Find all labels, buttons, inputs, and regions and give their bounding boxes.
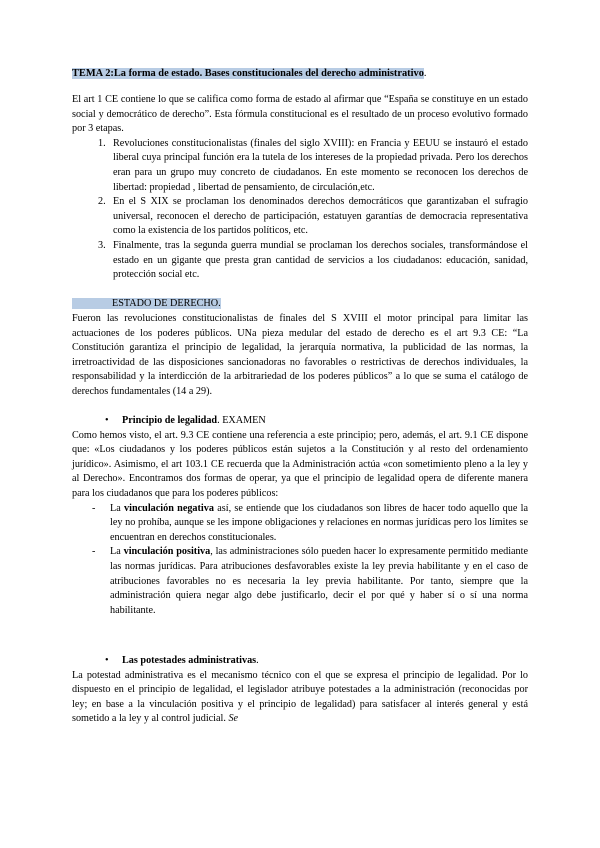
page-title: TEMA 2:La forma de estado. Bases constitucionales del derecho administrativo [72,68,424,79]
estado-de-derecho-paragraph: Fueron las revoluciones constitucionalistas de finales del S XVIII el motor principal para limitar las actuaciones de los poderes públicos. UNa pieza medular del estado de derecho es el art 9.3 CE: “La Constitución garantiza el principio de legalidad, la jerarquía normativa, la publicidad de las normas, la irretroactividad de las disposiciones sancionadoras no favorables o restrictivas de derechos individuales, la responsabilidad y la interdicción de la arbitrariedad de los poderes públicos” a lo que se suma el catálogo de derechos fundamentales (14 a 29). [72,312,528,397]
document-title [72,66,528,81]
potestades-paragraph [72,669,528,727]
title-trailing-period: . [423,68,427,79]
bullet-heading-rest-text: . [256,654,259,666]
principio-de-legalidad-paragraph: Como hemos visto, el art. 9.3 CE contiene una referencia a este principio; pero, además, el art. 9.1 CE dispone que: «Los ciudadanos y los poderes públicos están sujetos a la Constitución y al resto del ordenamiento jurídico». Asimismo, el art 103.1 CE recuerda que la Administración actúa «con sometimiento pleno a la ley y al Derecho». Encontramos dos formas de operar, ya que el principio de legalidad opera de diferente manera para los ciudadanos que para los poderes públicos: [72,429,528,500]
item-bold-term: vinculación negativa [124,502,214,514]
list-marker: 1. [98,137,106,149]
bullet-heading-las-potestades-administrativas [72,654,528,669]
item-rest-text: así, se entiende que los ciudadanos son libres de hacer todo aquello que la ley no prohíba, aunque se les impone obligaciones y relaciones en normas jurídicas pero los límites se encuentran en derechos constitucionales. [110,502,528,543]
list-marker: 2. [98,196,106,208]
item-rest-text: , las administraciones sólo pueden hacer lo expresamente permitido mediante las normas jurídicas. Para atribuciones desfavorables existe la ley previa habilitante y en el caso de atribuciones favorables no es necesaria la ley previa habilitante. Por tanto, siempre que la administración quiera negar algo debe justificarlo, decir el por qué y haber sí o sí una norma habilitante. [110,546,528,616]
bullet-point-icon: • [105,415,109,427]
list-item [72,137,528,195]
section-heading-text: ESTADO DE DERECHO. [112,298,221,310]
list-marker: 3. [98,239,106,251]
vinculacion-list [72,502,528,619]
list-item-text: Finalmente, tras la segunda guerra mundial se proclaman los derechos sociales, transformándose el estado en un gigante que presta gran cantidad de servicios a los ciudadanos: educación, sanidad, protección social etc. [113,239,528,281]
dash-marker-icon: - [92,502,96,514]
bullet-point-icon: • [105,654,109,666]
evolution-stages-list [72,137,528,283]
intro-paragraph: El art 1 CE contiene lo que se califica como forma de estado al afirmar que “España se constituye en un estado social y democrático de derecho”. Esta fórmula constitucional es el resultado de un proceso evolutivo formado por 3 etapas. [72,94,528,135]
highlighted-heading-block [72,298,221,309]
section-heading-estado-de-derecho [72,297,528,312]
spacer [72,399,528,414]
bullet-heading-principio-de-legalidad [72,414,528,429]
list-item-text: En el S XIX se proclaman los denominados derechos democráticos que garantizaban el sufragio universal, reconocen el derecho de participación, estatuyen garantías de democracia representativa como la existencia de los partidos políticos, etc. [113,196,528,237]
spacer [72,639,528,654]
bullet-heading-bold-text: Las potestades administrativas [122,654,257,666]
list-item [72,545,528,618]
bullet-heading-bold-text: Principio de legalidad [122,415,218,427]
list-item-text: Revoluciones constitucionalistas (finales del siglo XVIII): en Francia y EEUU se instauró el estado liberal cuya principal función era la tutela de los intereses de la propiedad privada. Pero los derechos eran para un grupo muy concreto de ciudadanos. En este momento se reconocen los derechos de libertad: propiedad , libertad de pensamiento, de circulación,etc. [113,137,528,193]
potestades-italic-tail: Se [228,713,239,725]
list-item [72,502,528,546]
potestades-main-text: La potestad administrativa es el mecanismo técnico con el que se expresa el principio de legalidad. Por lo dispuesto en el principio de legalidad, el legislador atribuye potestades a la administración (reconocidas por ley; en base a la vinculación positiva y el principio de legalidad) para satisfacer al interés general y está sometido a la ley y al control judicial. [72,669,528,725]
item-lead-text: La [110,502,125,514]
item-bold-term: vinculación positiva [123,546,211,558]
list-item [72,239,528,283]
spacer [72,618,528,639]
dash-marker-icon: - [92,546,96,558]
document-body [72,66,528,727]
list-item [72,195,528,239]
item-lead-text: La [110,546,124,558]
bullet-heading-rest-text: . EXAMEN [217,415,266,427]
